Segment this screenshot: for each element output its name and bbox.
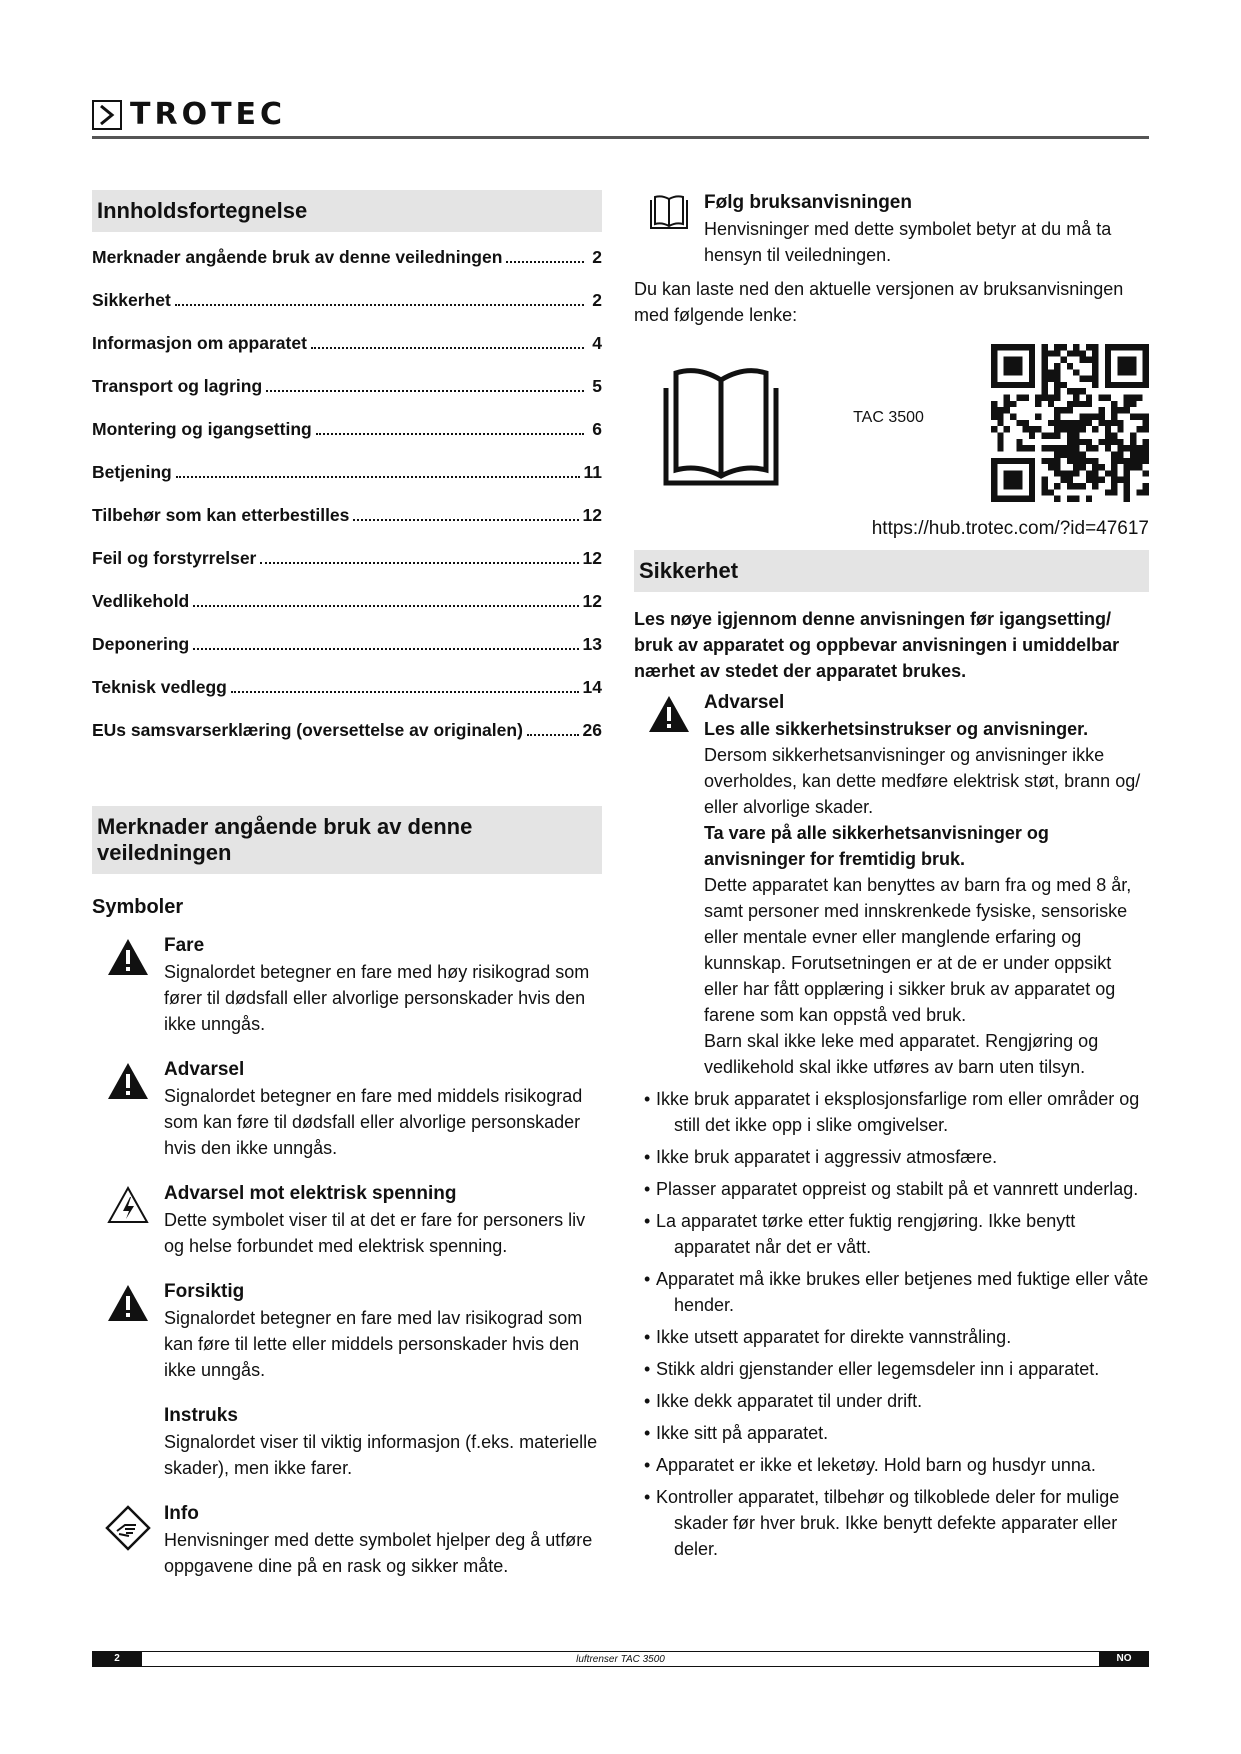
safety-warning	[634, 690, 1149, 1080]
toc-heading: Innholdsfortegnelse	[92, 190, 602, 232]
toc-entry[interactable]	[92, 461, 602, 504]
symbol-title: Advarsel mot elektrisk spenning	[164, 1183, 457, 1204]
toc-entry-title: EUs samsvarserklæring (oversettelse av originalen)	[92, 720, 523, 740]
toc-entry-page: 2	[592, 247, 602, 267]
right-column	[634, 190, 1149, 1568]
symbol-electric	[92, 1181, 602, 1259]
toc-entry-title: Betjening	[92, 462, 172, 482]
symbol-forsiktig	[92, 1279, 602, 1383]
toc-leader-dots	[193, 591, 578, 607]
toc-leader-dots	[260, 548, 578, 564]
safety-bullet: • Kontroller apparatet, tilbehør og tilkoblede deler for mulige skader før hver bruk. Ikke benytt defekte apparater eller deler.	[634, 1484, 1149, 1562]
symbol-desc: Henvisninger med dette symbolet hjelper deg å utføre oppgavene dine på en rask og sikker måte.	[164, 1530, 593, 1576]
safety-bullet: • Ikke sitt på apparatet.	[634, 1420, 1149, 1446]
toc-entry-page: 14	[582, 677, 602, 697]
notes-heading: Merknader angående bruk av denne veiledningen	[92, 806, 602, 874]
symbol-title: Info	[164, 1503, 199, 1524]
info-hand-icon	[105, 1505, 151, 1551]
toc-leader-dots	[175, 290, 584, 306]
toc-entry[interactable]	[92, 418, 602, 461]
symbols-heading: Symboler	[92, 896, 184, 918]
toc-entry-title: Montering og igangsetting	[92, 419, 312, 439]
symbol-desc: Signalordet betegner en fare med lav risikograd som kan føre til lette eller middels personskader hvis den ikke unngås.	[164, 1308, 583, 1380]
safety-bullet: • La apparatet tørke etter fuktig rengjøring. Ikke benytt apparatet når det er vått.	[634, 1208, 1149, 1260]
warning-text-3: Barn skal ikke leke med apparatet. Rengjøring og vedlikehold skal ikke utføres av barn uten tilsyn.	[704, 1031, 1099, 1077]
warning-text-1: Dersom sikkerhetsanvisninger og anvisninger ikke overholdes, kan dette medføre elektrisk støt, brann og/ eller alvorlige skader.	[704, 745, 1141, 817]
open-book-icon	[656, 358, 786, 488]
toc-entry-page: 6	[592, 419, 602, 439]
toc-entry[interactable]	[92, 590, 602, 633]
header-divider	[92, 136, 1149, 139]
toc-entry[interactable]	[92, 375, 602, 418]
toc-entry-page: 13	[582, 634, 602, 654]
brand-name: TROTEC	[130, 97, 287, 132]
toc-entry-title: Tilbehør som kan etterbestilles	[92, 505, 350, 525]
safety-intro: Les nøye igjennom denne anvisningen før igangsetting/ bruk av apparatet og oppbevar anvisningen i umiddelbar nærhet av stedet der apparatet brukes.	[634, 609, 1120, 681]
toc-entry-title: Sikkerhet	[92, 290, 171, 310]
manual-link[interactable]: https://hub.trotec.com/?id=47617	[871, 518, 1149, 539]
warning-triangle-icon	[106, 1061, 150, 1101]
toc-leader-dots	[527, 720, 579, 736]
symbol-desc: Signalordet viser til viktig informasjon (f.eks. materielle skader), men ikke farer.	[164, 1432, 598, 1478]
logo-chevron-icon	[92, 100, 122, 130]
toc-leader-dots	[176, 462, 580, 478]
toc-leader-dots	[231, 677, 579, 693]
footer-product: luftrenser TAC 3500	[576, 1653, 665, 1665]
safety-bullet: • Ikke dekk apparatet til under drift.	[634, 1388, 1149, 1414]
safety-bullet: • Ikke bruk apparatet i eksplosjonsfarlige rom eller områder og still det ikke opp i slike omgivelser.	[634, 1086, 1149, 1138]
safety-bullet: • Plasser apparatet oppreist og stabilt på et vannrett underlag.	[634, 1176, 1149, 1202]
toc-entry[interactable]	[92, 504, 602, 547]
safety-heading: Sikkerhet	[634, 550, 1149, 592]
danger-triangle-icon	[106, 937, 150, 977]
toc-entry[interactable]	[92, 332, 602, 375]
toc-leader-dots	[193, 634, 578, 650]
toc-list	[92, 246, 602, 762]
symbol-desc: Signalordet betegner en fare med middels risikograd som kan føre til dødsfall eller alvorlige personskader hvis den ikke unngås.	[164, 1086, 583, 1158]
safety-bullet: • Stikk aldri gjenstander eller legemsdeler inn i apparatet.	[634, 1356, 1149, 1382]
safety-bullet: • Ikke utsett apparatet for direkte vannstråling.	[634, 1324, 1149, 1350]
toc-entry-page: 12	[582, 548, 602, 568]
symbol-desc: Signalordet betegner en fare med høy risikograd som fører til dødsfall eller alvorlige personskader hvis den ikke unngås.	[164, 962, 590, 1034]
toc-leader-dots	[266, 376, 584, 392]
safety-bullet-list	[634, 1086, 1149, 1562]
toc-entry[interactable]	[92, 633, 602, 676]
symbol-info	[92, 1501, 602, 1579]
manual-symbol	[634, 190, 1149, 268]
toc-leader-dots	[316, 419, 584, 435]
toc-entry-page: 11	[583, 462, 602, 482]
left-column	[92, 190, 602, 1599]
warning-text-2: Dette apparatet kan benyttes av barn fra og med 8 år, samt personer med innskrenkede fysiske, sensoriske eller mentale evner eller manglende erfaring og kunnskap. Forutsetningen er at de er under oppsikt eller har fått opplæring i sikker bruk av apparatet og farene som kan oppstå ved bruk.	[704, 875, 1132, 1025]
toc-entry-page: 2	[592, 290, 602, 310]
toc-leader-dots	[506, 247, 584, 263]
manual-book-icon	[647, 194, 691, 234]
symbol-advarsel	[92, 1057, 602, 1161]
toc-entry-title: Transport og lagring	[92, 376, 263, 396]
model-label: TAC 3500	[853, 409, 924, 426]
toc-entry[interactable]	[92, 246, 602, 289]
toc-entry[interactable]	[92, 719, 602, 762]
footer-page-number: 2	[92, 1652, 142, 1666]
toc-entry-page: 5	[592, 376, 602, 396]
safety-bullet: • Apparatet må ikke brukes eller betjenes med fuktige eller våte hender.	[634, 1266, 1149, 1318]
symbol-title: Forsiktig	[164, 1281, 245, 1302]
safety-bullet: • Apparatet er ikke et leketøy. Hold barn og husdyr unna.	[634, 1452, 1149, 1478]
toc-entry-title: Feil og forstyrrelser	[92, 548, 257, 568]
warning-bold-2: Ta vare på alle sikkerhetsanvisninger og anvisninger for fremtidig bruk.	[704, 823, 1049, 869]
toc-entry-page: 12	[582, 505, 602, 525]
symbol-instruks	[92, 1403, 602, 1481]
toc-entry-title: Deponering	[92, 634, 190, 654]
toc-entry-page: 26	[582, 720, 602, 740]
toc-leader-dots	[353, 505, 578, 521]
symbol-title: Fare	[164, 935, 205, 956]
qr-row	[634, 342, 1149, 504]
qr-code-icon	[991, 344, 1149, 502]
warning-title: Advarsel	[704, 692, 785, 713]
symbol-desc: Dette symbolet viser til at det er fare for personers liv og helse forbundet med elektrisk spenning.	[164, 1210, 586, 1256]
toc-entry-title: Merknader angående bruk av denne veiledningen	[92, 247, 503, 267]
toc-leader-dots	[311, 333, 584, 349]
symbol-fare	[92, 933, 602, 1037]
warning-triangle-icon	[647, 694, 691, 734]
toc-entry-title: Vedlikehold	[92, 591, 190, 611]
toc-entry-page: 4	[592, 333, 602, 353]
manual-desc: Henvisninger med dette symbolet betyr at du må ta hensyn til veiledningen.	[704, 219, 1112, 265]
electric-voltage-icon	[106, 1185, 150, 1225]
symbol-title: Instruks	[164, 1405, 238, 1426]
toc-entry-title: Informasjon om apparatet	[92, 333, 307, 353]
symbol-title: Advarsel	[164, 1059, 245, 1080]
trotec-logo	[92, 97, 287, 132]
safety-bullet: • Ikke bruk apparatet i aggressiv atmosfære.	[634, 1144, 1149, 1170]
toc-entry[interactable]	[92, 676, 602, 719]
download-text: Du kan laste ned den aktuelle versjonen av bruksanvisningen med følgende lenke:	[634, 279, 1124, 325]
toc-entry[interactable]	[92, 547, 602, 590]
footer-bar	[92, 1651, 1149, 1667]
footer-language: NO	[1099, 1652, 1149, 1666]
toc-entry-title: Teknisk vedlegg	[92, 677, 227, 697]
toc-entry[interactable]	[92, 289, 602, 332]
manual-title: Følg bruksanvisningen	[704, 192, 912, 213]
toc-entry-page: 12	[582, 591, 602, 611]
warning-bold-1: Les alle sikkerhetsinstrukser og anvisninger.	[704, 719, 1089, 739]
caution-triangle-icon	[106, 1283, 150, 1323]
